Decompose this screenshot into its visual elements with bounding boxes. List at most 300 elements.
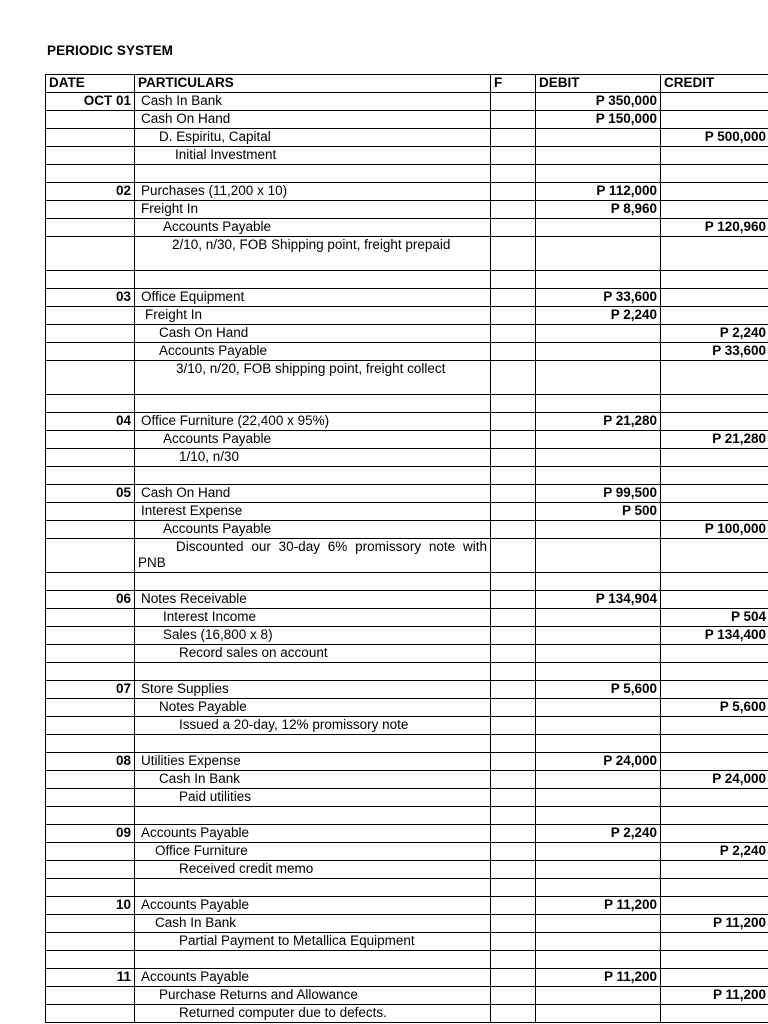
date-cell: 11 [46, 969, 135, 987]
date-cell [46, 717, 135, 735]
empty-cell [661, 807, 768, 825]
journal-table [45, 74, 768, 1023]
credit-cell [661, 539, 768, 573]
empty-cell [491, 395, 536, 413]
debit-cell [536, 361, 661, 395]
credit-cell [661, 861, 768, 879]
folio-cell [491, 521, 536, 539]
journal-row [46, 237, 768, 271]
debit-cell [536, 147, 661, 165]
credit-cell [661, 147, 768, 165]
debit-cell [536, 915, 661, 933]
debit-cell [536, 325, 661, 343]
credit-cell [661, 1005, 768, 1023]
particulars-cell: 3/10, n/20, FOB shipping point, freight collect [135, 361, 491, 395]
date-cell: 08 [46, 753, 135, 771]
debit-cell [536, 987, 661, 1005]
date-cell [46, 503, 135, 521]
folio-cell [491, 789, 536, 807]
credit-cell: P 504 [661, 609, 768, 627]
folio-cell [491, 431, 536, 449]
empty-cell [536, 165, 661, 183]
debit-cell: P 8,960 [536, 201, 661, 219]
particulars-cell: Cash On Hand [135, 485, 491, 503]
folio-cell [491, 915, 536, 933]
credit-cell: P 11,200 [661, 915, 768, 933]
date-cell [46, 147, 135, 165]
empty-cell [46, 467, 135, 485]
credit-cell [661, 93, 768, 111]
particulars-cell: Notes Payable [135, 699, 491, 717]
empty-cell [536, 573, 661, 591]
blank-row [46, 271, 768, 289]
blank-row [46, 573, 768, 591]
credit-cell [661, 897, 768, 915]
particulars-cell: Store Supplies [135, 681, 491, 699]
credit-cell: P 134,400 [661, 627, 768, 645]
particulars-cell: Accounts Payable [135, 219, 491, 237]
date-cell: 06 [46, 591, 135, 609]
empty-cell [661, 271, 768, 289]
date-cell [46, 609, 135, 627]
empty-cell [135, 467, 491, 485]
empty-cell [661, 663, 768, 681]
particulars-cell: Accounts Payable [135, 897, 491, 915]
credit-cell [661, 413, 768, 431]
debit-cell: P 150,000 [536, 111, 661, 129]
date-cell: 04 [46, 413, 135, 431]
journal-row [46, 987, 768, 1005]
particulars-cell: Cash On Hand [135, 111, 491, 129]
journal-row [46, 503, 768, 521]
folio-cell [491, 861, 536, 879]
date-cell [46, 1005, 135, 1023]
empty-cell [135, 165, 491, 183]
credit-cell [661, 933, 768, 951]
folio-cell [491, 93, 536, 111]
date-cell [46, 987, 135, 1005]
particulars-cell: Office Furniture (22,400 x 95%) [135, 413, 491, 431]
debit-cell: P 134,904 [536, 591, 661, 609]
folio-cell [491, 645, 536, 663]
debit-cell [536, 645, 661, 663]
journal-row [46, 431, 768, 449]
empty-cell [661, 467, 768, 485]
empty-cell [661, 951, 768, 969]
credit-cell: P 21,280 [661, 431, 768, 449]
debit-cell [536, 343, 661, 361]
empty-cell [536, 467, 661, 485]
empty-cell [135, 395, 491, 413]
credit-cell [661, 449, 768, 467]
folio-cell [491, 539, 536, 573]
credit-cell: P 120,960 [661, 219, 768, 237]
debit-cell [536, 771, 661, 789]
folio-cell [491, 897, 536, 915]
debit-cell: P 5,600 [536, 681, 661, 699]
debit-cell: P 99,500 [536, 485, 661, 503]
folio-cell [491, 289, 536, 307]
date-cell [46, 129, 135, 147]
particulars-cell: Interest Expense [135, 503, 491, 521]
folio-cell [491, 717, 536, 735]
journal-row [46, 753, 768, 771]
folio-cell [491, 361, 536, 395]
date-cell: 09 [46, 825, 135, 843]
header-folio: F [491, 75, 536, 93]
journal-row [46, 627, 768, 645]
credit-cell [661, 183, 768, 201]
credit-cell [661, 645, 768, 663]
empty-cell [135, 879, 491, 897]
empty-cell [661, 395, 768, 413]
empty-cell [135, 663, 491, 681]
empty-cell [135, 735, 491, 753]
journal-row [46, 219, 768, 237]
journal-row [46, 325, 768, 343]
empty-cell [135, 951, 491, 969]
particulars-cell: Freight In [135, 307, 491, 325]
debit-cell [536, 539, 661, 573]
credit-cell: P 11,200 [661, 987, 768, 1005]
date-cell [46, 861, 135, 879]
particulars-cell: Cash In Bank [135, 771, 491, 789]
empty-cell [491, 573, 536, 591]
folio-cell [491, 503, 536, 521]
journal-row [46, 343, 768, 361]
credit-cell [661, 717, 768, 735]
journal-row [46, 771, 768, 789]
credit-cell [661, 237, 768, 271]
particulars-cell: 2/10, n/30, FOB Shipping point, freight prepaid [135, 237, 491, 271]
blank-row [46, 467, 768, 485]
blank-row [46, 879, 768, 897]
empty-cell [46, 165, 135, 183]
blank-row [46, 165, 768, 183]
credit-cell: P 33,600 [661, 343, 768, 361]
blank-row [46, 735, 768, 753]
particulars-cell: Notes Receivable [135, 591, 491, 609]
journal-row [46, 521, 768, 539]
journal-row [46, 861, 768, 879]
credit-cell [661, 201, 768, 219]
empty-cell [536, 951, 661, 969]
credit-cell [661, 485, 768, 503]
credit-cell: P 2,240 [661, 843, 768, 861]
folio-cell [491, 627, 536, 645]
credit-cell [661, 361, 768, 395]
folio-cell [491, 201, 536, 219]
debit-cell: P 11,200 [536, 969, 661, 987]
folio-cell [491, 1005, 536, 1023]
date-cell [46, 771, 135, 789]
credit-cell [661, 591, 768, 609]
folio-cell [491, 609, 536, 627]
date-cell [46, 219, 135, 237]
date-cell [46, 431, 135, 449]
date-cell: 10 [46, 897, 135, 915]
empty-cell [491, 467, 536, 485]
particulars-cell: Accounts Payable [135, 825, 491, 843]
debit-cell [536, 1005, 661, 1023]
particulars-cell: Interest Income [135, 609, 491, 627]
journal-row [46, 591, 768, 609]
journal-row [46, 413, 768, 431]
date-cell [46, 645, 135, 663]
particulars-cell: Utilities Expense [135, 753, 491, 771]
particulars-cell: Initial Investment [135, 147, 491, 165]
debit-cell: P 350,000 [536, 93, 661, 111]
debit-cell [536, 609, 661, 627]
credit-cell [661, 289, 768, 307]
credit-cell: P 2,240 [661, 325, 768, 343]
journal-row [46, 843, 768, 861]
journal-row [46, 183, 768, 201]
folio-cell [491, 825, 536, 843]
empty-cell [661, 879, 768, 897]
journal-row [46, 681, 768, 699]
journal-row [46, 147, 768, 165]
credit-cell [661, 307, 768, 325]
particulars-cell: Cash In Bank [135, 915, 491, 933]
empty-cell [491, 807, 536, 825]
date-cell [46, 915, 135, 933]
empty-cell [491, 951, 536, 969]
journal-row [46, 933, 768, 951]
empty-cell [491, 271, 536, 289]
folio-cell [491, 449, 536, 467]
blank-row [46, 951, 768, 969]
debit-cell [536, 431, 661, 449]
journal-row [46, 539, 768, 573]
folio-cell [491, 413, 536, 431]
empty-cell [536, 271, 661, 289]
date-cell: OCT 01 [46, 93, 135, 111]
folio-cell [491, 307, 536, 325]
credit-cell [661, 789, 768, 807]
debit-cell [536, 129, 661, 147]
debit-cell: P 112,000 [536, 183, 661, 201]
journal-row [46, 289, 768, 307]
journal-row [46, 449, 768, 467]
debit-cell: P 21,280 [536, 413, 661, 431]
credit-cell: P 5,600 [661, 699, 768, 717]
debit-cell [536, 843, 661, 861]
folio-cell [491, 147, 536, 165]
debit-cell: P 2,240 [536, 825, 661, 843]
debit-cell: P 11,200 [536, 897, 661, 915]
date-cell [46, 201, 135, 219]
debit-cell [536, 521, 661, 539]
date-cell [46, 699, 135, 717]
particulars-cell: Cash On Hand [135, 325, 491, 343]
empty-cell [491, 735, 536, 753]
journal-row [46, 969, 768, 987]
particulars-cell: Record sales on account [135, 645, 491, 663]
credit-cell [661, 503, 768, 521]
debit-cell [536, 717, 661, 735]
empty-cell [135, 807, 491, 825]
folio-cell [491, 183, 536, 201]
folio-cell [491, 237, 536, 271]
empty-cell [536, 663, 661, 681]
particulars-cell: Partial Payment to Metallica Equipment [135, 933, 491, 951]
particulars-cell: Accounts Payable [135, 969, 491, 987]
date-cell [46, 843, 135, 861]
debit-cell [536, 933, 661, 951]
date-cell [46, 325, 135, 343]
credit-cell [661, 111, 768, 129]
journal-row [46, 915, 768, 933]
journal-row [46, 307, 768, 325]
date-cell [46, 111, 135, 129]
debit-cell: P 24,000 [536, 753, 661, 771]
journal-row [46, 825, 768, 843]
folio-cell [491, 771, 536, 789]
journal-row [46, 789, 768, 807]
journal-row [46, 485, 768, 503]
blank-row [46, 395, 768, 413]
folio-cell [491, 987, 536, 1005]
header-date: DATE [46, 75, 135, 93]
journal-row [46, 93, 768, 111]
folio-cell [491, 325, 536, 343]
credit-cell [661, 753, 768, 771]
blank-row [46, 807, 768, 825]
empty-cell [46, 663, 135, 681]
journal-row [46, 717, 768, 735]
empty-cell [46, 735, 135, 753]
debit-cell [536, 861, 661, 879]
particulars-cell: Discounted our 30-day 6% promissory note with PNB [135, 539, 491, 573]
folio-cell [491, 219, 536, 237]
empty-cell [46, 807, 135, 825]
journal-row [46, 1005, 768, 1023]
credit-cell: P 100,000 [661, 521, 768, 539]
empty-cell [46, 879, 135, 897]
header-row [46, 75, 768, 93]
empty-cell [536, 395, 661, 413]
credit-cell: P 24,000 [661, 771, 768, 789]
blank-row [46, 663, 768, 681]
folio-cell [491, 111, 536, 129]
debit-cell [536, 237, 661, 271]
particulars-cell: Freight In [135, 201, 491, 219]
credit-cell: P 500,000 [661, 129, 768, 147]
debit-cell [536, 219, 661, 237]
empty-cell [491, 879, 536, 897]
folio-cell [491, 933, 536, 951]
particulars-cell: Received credit memo [135, 861, 491, 879]
debit-cell [536, 789, 661, 807]
particulars-cell: Purchase Returns and Allowance [135, 987, 491, 1005]
particulars-cell: Purchases (11,200 x 10) [135, 183, 491, 201]
date-cell [46, 449, 135, 467]
debit-cell: P 2,240 [536, 307, 661, 325]
empty-cell [46, 573, 135, 591]
particulars-cell: 1/10, n/30 [135, 449, 491, 467]
date-cell: 07 [46, 681, 135, 699]
folio-cell [491, 843, 536, 861]
date-cell [46, 627, 135, 645]
journal-row [46, 129, 768, 147]
journal-row [46, 609, 768, 627]
date-cell [46, 343, 135, 361]
journal-row [46, 699, 768, 717]
date-cell [46, 539, 135, 573]
particulars-cell: Issued a 20-day, 12% promissory note [135, 717, 491, 735]
empty-cell [491, 663, 536, 681]
date-cell [46, 933, 135, 951]
header-credit: CREDIT [661, 75, 768, 93]
particulars-cell: D. Espiritu, Capital [135, 129, 491, 147]
debit-cell: P 33,600 [536, 289, 661, 307]
folio-cell [491, 753, 536, 771]
credit-cell [661, 825, 768, 843]
folio-cell [491, 343, 536, 361]
particulars-cell: Accounts Payable [135, 343, 491, 361]
journal-row [46, 645, 768, 663]
particulars-cell: Paid utilities [135, 789, 491, 807]
date-cell [46, 521, 135, 539]
journal-body [46, 93, 768, 1023]
empty-cell [135, 271, 491, 289]
header-debit: DEBIT [536, 75, 661, 93]
folio-cell [491, 591, 536, 609]
empty-cell [536, 879, 661, 897]
empty-cell [46, 395, 135, 413]
date-cell [46, 789, 135, 807]
debit-cell [536, 699, 661, 717]
date-cell [46, 361, 135, 395]
empty-cell [135, 573, 491, 591]
empty-cell [661, 165, 768, 183]
page-title: PERIODIC SYSTEM [47, 43, 174, 58]
particulars-cell: Accounts Payable [135, 521, 491, 539]
date-cell: 05 [46, 485, 135, 503]
header-particulars: PARTICULARS [135, 75, 491, 93]
date-cell [46, 307, 135, 325]
folio-cell [491, 129, 536, 147]
debit-cell: P 500 [536, 503, 661, 521]
particulars-cell: Office Furniture [135, 843, 491, 861]
folio-cell [491, 969, 536, 987]
debit-cell [536, 449, 661, 467]
journal-row [46, 111, 768, 129]
empty-cell [491, 165, 536, 183]
particulars-cell: Office Equipment [135, 289, 491, 307]
particulars-cell: Cash In Bank [135, 93, 491, 111]
journal-row [46, 897, 768, 915]
journal-row [46, 361, 768, 395]
empty-cell [536, 735, 661, 753]
debit-cell [536, 627, 661, 645]
empty-cell [46, 951, 135, 969]
folio-cell [491, 485, 536, 503]
journal-row [46, 201, 768, 219]
empty-cell [661, 573, 768, 591]
date-cell [46, 237, 135, 271]
particulars-cell: Returned computer due to defects. [135, 1005, 491, 1023]
particulars-cell: Sales (16,800 x 8) [135, 627, 491, 645]
empty-cell [661, 735, 768, 753]
credit-cell [661, 969, 768, 987]
empty-cell [536, 807, 661, 825]
date-cell: 03 [46, 289, 135, 307]
folio-cell [491, 681, 536, 699]
folio-cell [491, 699, 536, 717]
date-cell: 02 [46, 183, 135, 201]
